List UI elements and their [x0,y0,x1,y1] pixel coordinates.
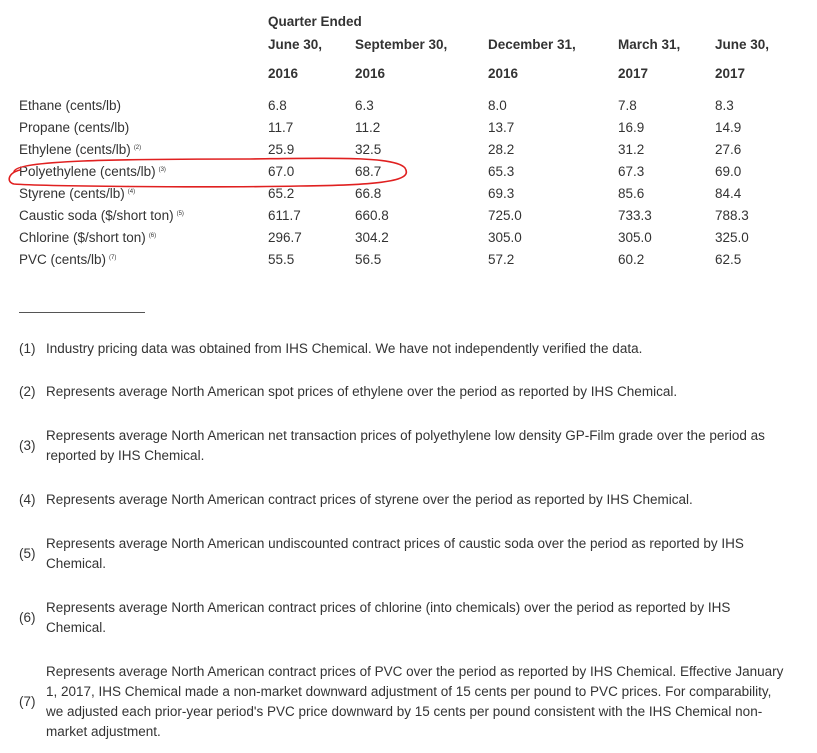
cell-value: 325.0 [715,230,749,245]
row-label-text: Polyethylene (cents/lb) [19,164,156,179]
cell-value: 56.5 [355,252,382,267]
row-label [19,186,135,201]
row-label-text: Styrene (cents/lb) [19,186,125,201]
cell-value: 6.8 [268,98,287,113]
cell-value: 69.3 [488,186,515,201]
footnote-number: (5) [19,546,36,561]
cell-value: 31.2 [618,142,645,157]
footnote-item [19,598,799,638]
footnote-number: (3) [19,438,36,453]
cell-value: 611.7 [268,208,301,223]
footnote-item [19,382,799,402]
cell-value: 8.0 [488,98,507,113]
cell-value: 32.5 [355,142,382,157]
footnote-item [19,339,799,359]
footnote-number: (1) [19,341,36,356]
footnote-item [19,534,799,574]
footnote-text: Represents average North American contract prices of chlorine (into chemicals) over the period as reported by IHS Chemical. [46,600,731,635]
footnote-divider [19,312,145,313]
column-header-month: March 31, [618,37,681,52]
row-label [19,230,156,245]
row-label [19,120,132,135]
footnote-text: Represents average North American net transaction prices of polyethylene low density GP-Film grade over the period as reported by IHS Chemical. [46,428,765,463]
footnote-text: Industry pricing data was obtained from IHS Chemical. We have not independently verified the data. [46,341,643,356]
row-label-text: Ethane (cents/lb) [19,98,122,113]
footnote-item [19,662,799,742]
column-header-year: 2017 [715,66,746,81]
cell-value: 84.4 [715,186,742,201]
row-label [19,142,141,157]
cell-value: 7.8 [618,98,637,113]
cell-value: 13.7 [488,120,515,135]
column-header-month: June 30, [268,37,323,52]
row-label-text: Ethylene (cents/lb) [19,142,131,157]
column-header-year: 2016 [268,66,299,81]
footnote-text: Represents average North American contract prices of PVC over the period as reported by IHS Chemical. Effective January 1, 2017, IHS Chemical made a non-market downward adjustment of 15 cents per pound to PVC prices. For comparability, we adjusted each prior-year period's PVC price downward by 15 cents per pound consistent with the IHS Chemical non-market adjustment. [46,664,784,739]
column-header-month: June 30, [715,37,770,52]
cell-value: 85.6 [618,186,645,201]
cell-value: 305.0 [618,230,652,245]
footnote-item [19,490,799,510]
footnote-text: Represents average North American contract prices of styrene over the period as reported by IHS Chemical. [46,492,693,507]
column-header-month: September 30, [355,37,448,52]
footnote-ref: (5) [176,210,184,217]
footnote-text: Represents average North American undiscounted contract prices of caustic soda over the period as reported by IHS Chemical. [46,536,744,571]
footnote-number: (7) [19,694,36,709]
cell-value: 60.2 [618,252,645,267]
cell-value: 304.2 [355,230,389,245]
cell-value: 67.3 [618,164,645,179]
cell-value: 305.0 [488,230,522,245]
cell-value: 67.0 [268,164,295,179]
row-label [19,164,166,179]
cell-value: 6.3 [355,98,374,113]
footnote-number: (2) [19,384,36,399]
column-header-month: December 31, [488,37,576,52]
table-group-header: Quarter Ended [268,14,362,29]
cell-value: 725.0 [488,208,522,223]
cell-value: 66.8 [355,186,382,201]
footnote-number: (4) [19,492,36,507]
row-label-text: Chlorine ($/short ton) [19,230,146,245]
cell-value: 8.3 [715,98,734,113]
cell-value: 296.7 [268,230,302,245]
row-label [19,208,184,223]
cell-value: 16.9 [618,120,645,135]
cell-value: 733.3 [618,208,652,223]
cell-value: 62.5 [715,252,742,267]
cell-value: 660.8 [355,208,389,223]
row-label-text: Caustic soda ($/short ton) [19,208,174,223]
cell-value: 11.7 [268,120,294,135]
footnote-ref: (2) [133,144,142,151]
cell-value: 11.2 [355,120,381,135]
footnote-ref: (7) [109,254,117,261]
footnote-ref: (3) [158,166,166,173]
cell-value: 28.2 [488,142,515,157]
footnote-ref: (4) [127,188,136,195]
cell-value: 55.5 [268,252,295,267]
footnote-text: Represents average North American spot prices of ethylene over the period as reported by IHS Chemical. [46,384,678,399]
row-label-text: Propane (cents/lb) [19,120,130,135]
column-header-year: 2016 [355,66,386,81]
column-header-year: 2016 [488,66,519,81]
cell-value: 69.0 [715,164,742,179]
cell-value: 68.7 [355,164,382,179]
cell-value: 14.9 [715,120,742,135]
cell-value: 25.9 [268,142,295,157]
cell-value: 57.2 [488,252,515,267]
row-label [19,98,124,113]
footnote-number: (6) [19,610,36,625]
cell-value: 65.3 [488,164,515,179]
footnote-item [19,426,799,466]
cell-value: 65.2 [268,186,295,201]
column-header-year: 2017 [618,66,649,81]
cell-value: 788.3 [715,208,749,223]
footnote-ref: (6) [148,232,157,239]
row-label-text: PVC (cents/lb) [19,252,107,267]
row-label [19,252,116,267]
cell-value: 27.6 [715,142,742,157]
